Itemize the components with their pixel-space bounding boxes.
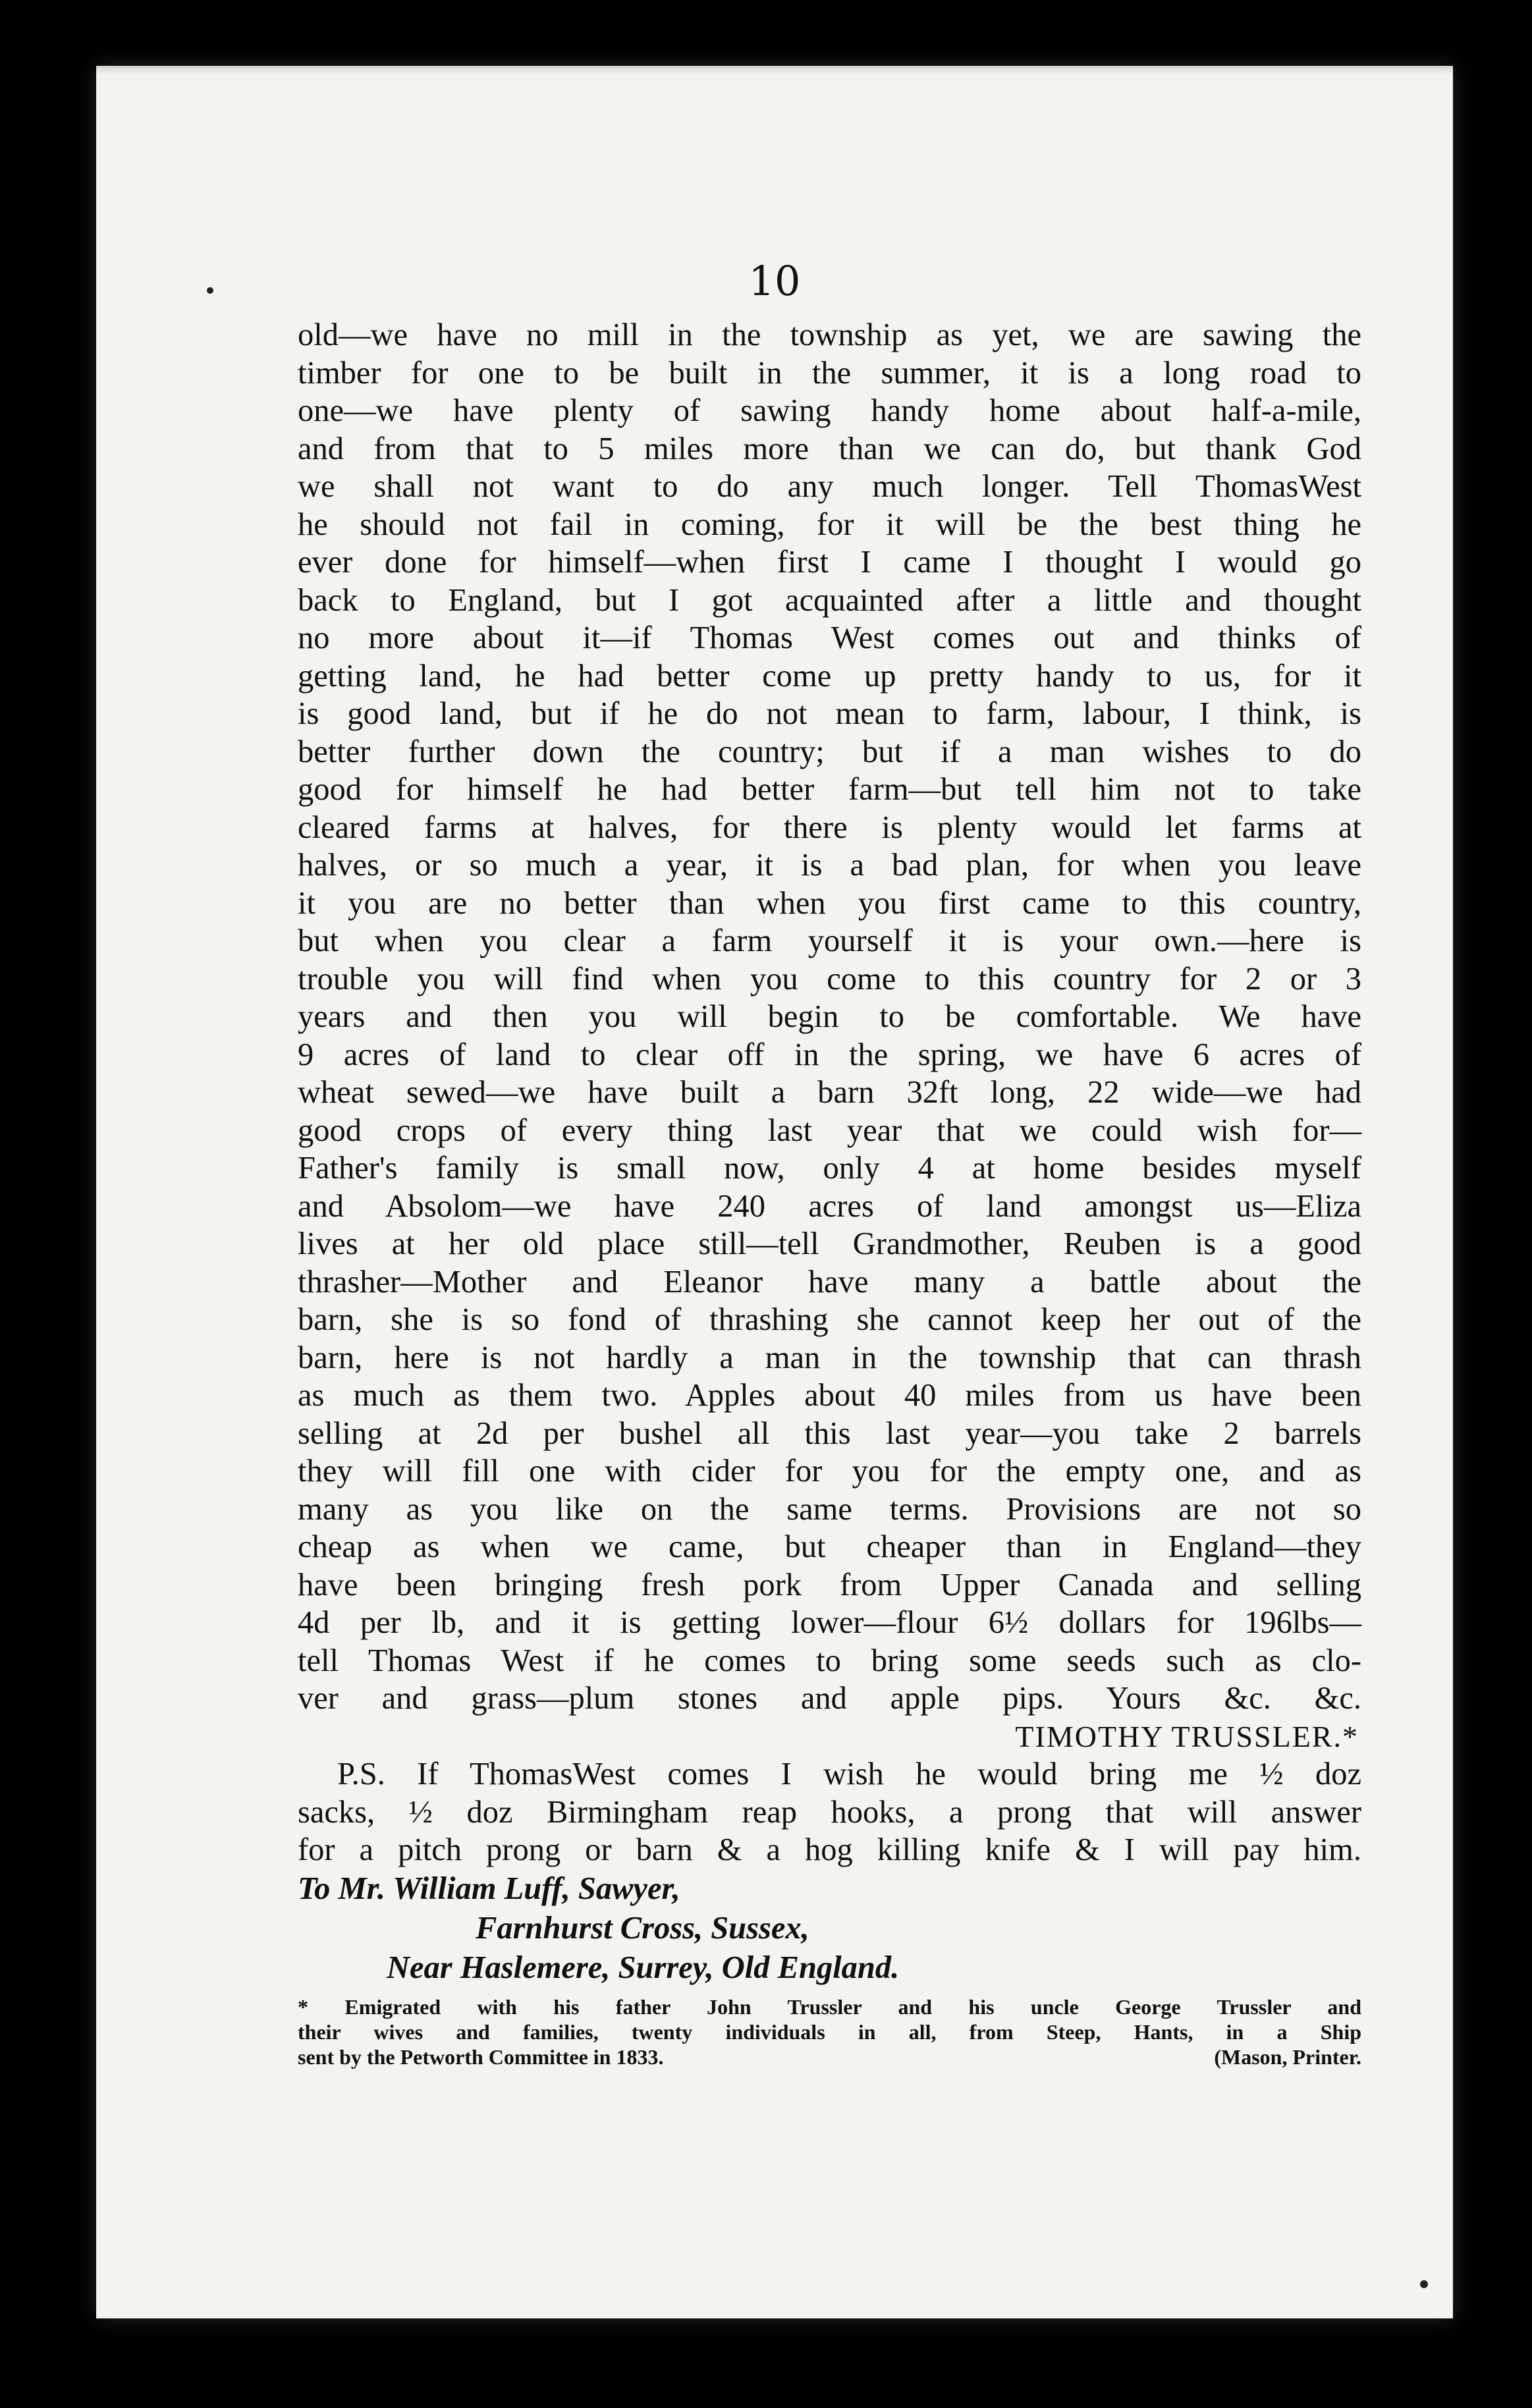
ink-speck [1420, 2280, 1428, 2288]
postscript-line: P.S. If ThomasWest comes I wish he would bring me ½ doz [337, 1757, 1361, 1792]
body-line: wheat sewed—we have built a barn 32ft long, 22 wide—we had [298, 1075, 1361, 1110]
body-line: and Absolom—we have 240 acres of land amongst us—Eliza [298, 1188, 1361, 1224]
body-line: lives at her old place still—tell Grandmother, Reuben is a good [298, 1226, 1361, 1261]
body-line: it you are no better than when you first came to this country, [298, 885, 1361, 921]
address-block [298, 1869, 1361, 1988]
body-line: trouble you will find when you come to this country for 2 or 3 [298, 961, 1361, 997]
body-line: good for himself he had better farm—but tell him not to take [298, 772, 1361, 807]
body-line: they will fill one with cider for you for the empty one, and as [298, 1454, 1361, 1489]
body-line: as much as them two. Apples about 40 miles from us have been [298, 1378, 1361, 1413]
body-line: but when you clear a farm yourself it is your own.—here is [298, 923, 1361, 958]
page-number: 10 [748, 257, 801, 305]
body-line: barn, she is so fond of thrashing she cannot keep her out of the [298, 1302, 1361, 1337]
body-line: barn, here is not hardly a man in the township that can thrash [298, 1340, 1361, 1375]
body-line: many as you like on the same terms. Provisions are not so [298, 1491, 1361, 1527]
body-line: Father's family is small now, only 4 at home besides myself [298, 1151, 1361, 1186]
body-line: he should not fail in coming, for it will be the best thing he [298, 506, 1361, 542]
body-line: selling at 2d per bushel all this last year—you take 2 barrels [298, 1415, 1361, 1451]
body-line: timber for one to be built in the summer, it is a long road to [298, 355, 1361, 391]
body-line: getting land, he had better come up pretty handy to us, for it [298, 658, 1361, 694]
printer-credit: (Mason, Printer. [1214, 2044, 1361, 2069]
page-edge-shading [96, 66, 1453, 75]
body-line: better further down the country; but if a man wishes to do [298, 734, 1361, 769]
footnote-last-row [298, 2044, 1361, 2069]
body-line: cleared farms at halves, for there is plenty would let farms at [298, 809, 1361, 845]
ink-speck [207, 287, 213, 294]
body-line: no more about it—if Thomas West comes out and thinks of [298, 620, 1361, 655]
body-line: halves, or so much a year, it is a bad plan, for when you leave [298, 848, 1361, 883]
letter-body [298, 316, 1361, 1718]
body-line: good crops of every thing last year that we could wish for— [298, 1112, 1361, 1148]
signature: TIMOTHY TRUSSLER.* [1015, 1719, 1359, 1753]
body-line: we shall not want to do any much longer. Tell ThomasWest [298, 469, 1361, 504]
body-line: thrasher—Mother and Eleanor have many a battle about the [298, 1264, 1361, 1300]
body-line: back to England, but I got acquainted after a little and thought [298, 582, 1361, 618]
footnote-line: their wives and families, twenty individuals in all, from Steep, Hants, in a Ship [298, 2019, 1361, 2044]
address-line: Near Haslemere, Surrey, Old England. [387, 1950, 900, 1985]
postscript [298, 1755, 1361, 1869]
footnote-line: * Emigrated with his father John Trussler and his uncle George Trussler and [298, 1994, 1361, 2019]
body-line: is good land, but if he do not mean to farm, labour, I think, is [298, 696, 1361, 731]
body-line: one—we have plenty of sawing handy home about half-a-mile, [298, 393, 1361, 428]
body-line: old—we have no mill in the township as yet, we are sawing the [298, 317, 1361, 352]
address-line: Farnhurst Cross, Sussex, [476, 1910, 809, 1946]
body-line: ever done for himself—when first I came I thought I would go [298, 545, 1361, 580]
postscript-line: sacks, ½ doz Birmingham reap hooks, a prong that will answer [298, 1794, 1361, 1830]
letter-text [298, 316, 1361, 2069]
footnote-line: sent by the Petworth Committee in 1833. [298, 2044, 664, 2069]
body-line: ver and grass—plum stones and apple pips. Yours &c. &c. [298, 1681, 1361, 1716]
body-line: tell Thomas West if he comes to bring some seeds such as clo- [298, 1643, 1361, 1678]
body-line: 4d per lb, and it is getting lower—flour 6½ dollars for 196lbs— [298, 1605, 1361, 1640]
body-line: years and then you will begin to be comfortable. We have [298, 999, 1361, 1034]
body-line: and from that to 5 miles more than we can do, but thank God [298, 431, 1361, 466]
body-line: have been bringing fresh pork from Upper Canada and selling [298, 1567, 1361, 1602]
footnote [298, 1994, 1361, 2069]
body-line: cheap as when we came, but cheaper than in England—they [298, 1529, 1361, 1564]
document-page [96, 66, 1453, 2318]
body-line: 9 acres of land to clear off in the spring, we have 6 acres of [298, 1037, 1361, 1072]
address-line: To Mr. William Luff, Sawyer, [298, 1871, 680, 1906]
postscript-line: for a pitch prong or barn & a hog killing knife & I will pay him. [298, 1832, 1361, 1867]
